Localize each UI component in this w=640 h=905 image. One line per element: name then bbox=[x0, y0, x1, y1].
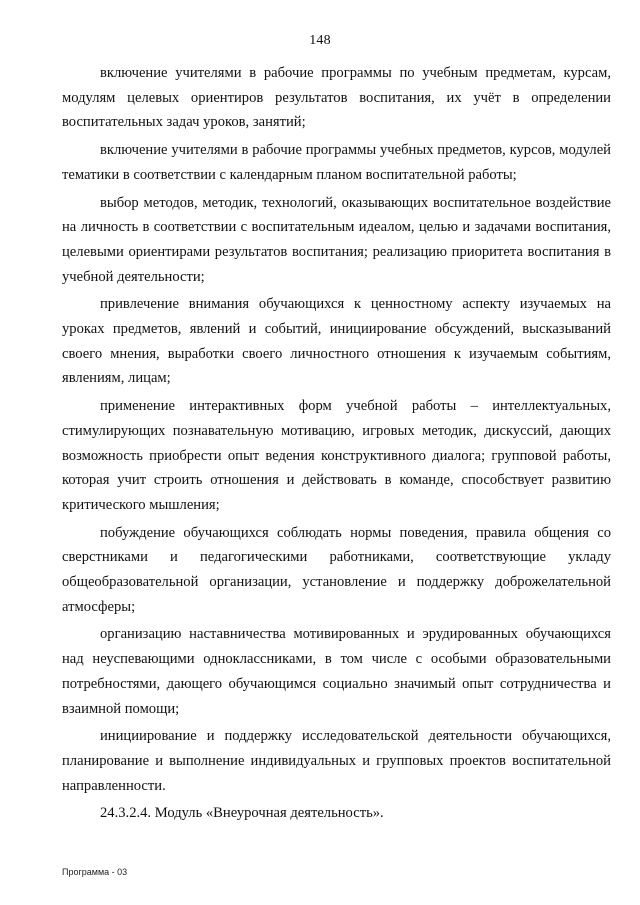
list-item: организацию наставничества мотивированных и эрудированных обучающихся над неуспевающими одноклассниками, в том числе с особыми образовательными потребностями, дающего обучающимся социально значимый опыт сотрудничества и взаимной помощи; bbox=[62, 626, 611, 717]
footer-program-label: Программа - 03 bbox=[62, 867, 128, 877]
list-item: выбор методов, методик, технологий, оказывающих воспитательное воздействие на личность в соответствии с воспитательным идеалом, целью и задачами воспитания, целевыми ориентирами результатов воспитания; реализацию приоритета воспитания в учебной деятельности; bbox=[62, 194, 611, 285]
section-heading: 24.3.2.4. Модуль «Внеурочная деятельность». bbox=[100, 805, 384, 822]
list-item: применение интерактивных форм учебной работы – интеллектуальных, стимулирующих познавательную мотивацию, игровых методик, дискуссий, дающих возможность приобрести опыт ведения конструктивного диалога; групповой работы, которая учит строить отношения и действовать в команде, способствует развитию критического мышления; bbox=[62, 398, 611, 513]
list-item: побуждение обучающихся соблюдать нормы поведения, правила общения со сверстниками и педагогическими работниками, соответствующие укладу общеобразовательной организации, установление и поддержку доброжелательной атмосферы; bbox=[62, 524, 611, 615]
list-item: инициирование и поддержку исследовательской деятельности обучающихся, планирование и выполнение индивидуальных и групповых проектов воспитательной направленности. bbox=[62, 728, 611, 794]
list-item: привлечение внимания обучающихся к ценностному аспекту изучаемых на уроках предметов, явлений и событий, инициирование обсуждений, высказываний своего мнения, выработки своего личностного отношения к изучаемым событиям, явлениям, лицам; bbox=[62, 296, 611, 387]
page-number: 148 bbox=[309, 33, 331, 48]
document-body bbox=[62, 61, 611, 829]
list-item: включение учителями в рабочие программы по учебным предметам, курсам, модулям целевых ориентиров результатов воспитания, их учёт в определении воспитательных задач уроков, занятий; bbox=[62, 65, 611, 131]
list-item: включение учителями в рабочие программы учебных предметов, курсов, модулей тематики в соответствии с календарным планом воспитательной работы; bbox=[62, 142, 611, 183]
